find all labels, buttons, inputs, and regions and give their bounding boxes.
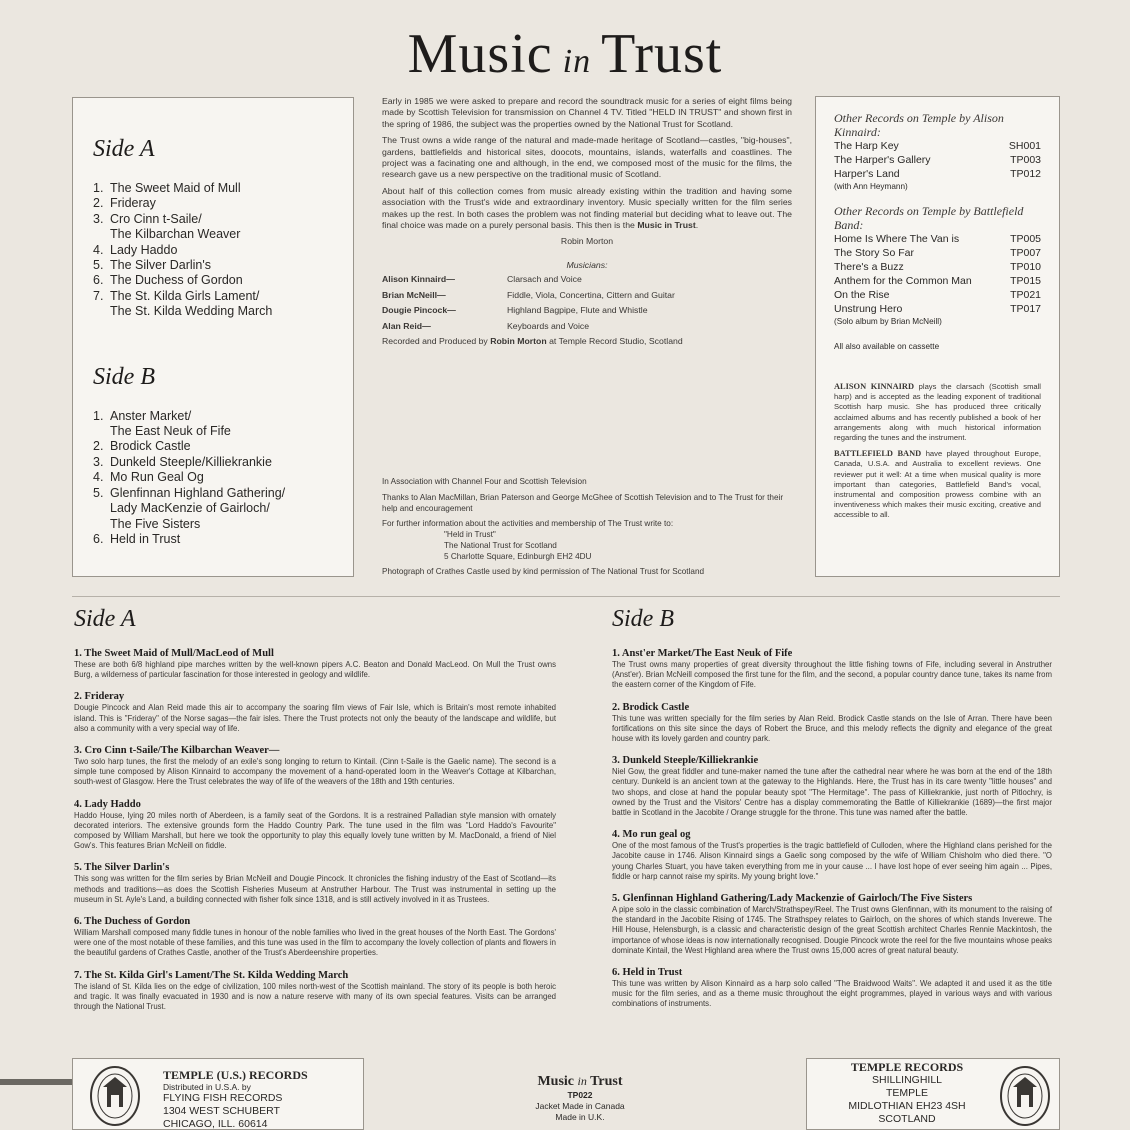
thanks-text: Thanks to Alan MacMillan, Brian Paterson and George McGhee of Scottish Television and to The Trust for their help and encouragement (382, 493, 784, 513)
track-number: 3. (93, 211, 104, 226)
track-item (93, 289, 353, 304)
liner-intro (382, 96, 792, 347)
note-text: This tune was written specially for the film series by Alan Reid. Brodick Castle stands on the Isle of Arran. There have been fortifications on this site since the days of Robert the Bruce, and this melody reflects the dignity and elegance of the great house with its lovely garden and country park. (612, 713, 1052, 744)
temple-records-logo-icon (999, 1065, 1051, 1127)
track-title: Brodick Castle (110, 439, 191, 454)
cassette-note: All also available on cassette (834, 342, 940, 351)
musician-instruments: Clarsach and Voice (507, 274, 582, 285)
note-item (74, 798, 556, 852)
record-row (834, 274, 1041, 288)
footer-uk-label (806, 1058, 1060, 1130)
other-records-kinnaird-list (834, 139, 1041, 181)
other-records-kinnaird-heading: Other Records on Temple by Alison Kinnaird: (834, 111, 1004, 139)
other-records-box (815, 96, 1060, 577)
track-item (93, 196, 353, 211)
address-line: "Held in Trust" (444, 530, 496, 539)
record-note: (Solo album by Brian McNeill) (834, 317, 942, 326)
track-title: Held in Trust (110, 531, 181, 546)
note-item (74, 690, 556, 734)
record-row (834, 139, 1041, 153)
title-word-trust: Trust (601, 23, 723, 85)
intro-paragraph: The Trust owns a wide range of the natural and made-made heritage of Scotland—castles, "big-houses", gardens, battlefields and historical sites, doocots, mountains, islands, waterfalls and coastlines. The project was a facinating one and although, in the end, we composed most of the music for the films, the research gave us a new perspective on the traditional music of Scotland. (382, 135, 792, 180)
track-title: Frideray (110, 196, 156, 211)
address-line: 5 Charlotte Square, Edinburgh EH2 4DU (444, 552, 592, 561)
track-title: The East Neuk of Fife (110, 424, 231, 439)
track-title: Lady Haddo (110, 242, 178, 257)
track-number: 6. (93, 531, 104, 546)
footer-album-title (480, 1074, 680, 1090)
note-item (612, 828, 1052, 882)
bio-text: have played throughout Europe, Canada, U.S.A. and Australia to excellent reviews. One reviewer put it well: At a time when musical quality is more important than categories, Battlefield Band's vocal, instrumental and composition prowess combine with an inventiveness which makes their music exciting, creative and accessible to all. (834, 449, 1041, 520)
record-note: (with Ann Heymann) (834, 182, 908, 191)
footer-catalog (480, 1074, 680, 1123)
jacket-note: Jacket Made in Canada (535, 1101, 625, 1111)
musician-row (382, 274, 792, 285)
record-title: The Story So Far (834, 247, 914, 259)
footer-us-line: Distributed in U.S.A. by (163, 1082, 251, 1092)
track-title: Anster Market/ (110, 408, 192, 423)
record-row (834, 167, 1041, 181)
track-number (93, 304, 110, 319)
record-catalog: SH001 (1008, 140, 1041, 152)
record-catalog: TP012 (1010, 168, 1041, 180)
track-item (93, 501, 353, 516)
note-item (74, 915, 556, 959)
record-row (834, 153, 1041, 167)
section-divider (72, 596, 1060, 597)
musician-row (382, 321, 792, 332)
track-item (93, 409, 353, 424)
photo-credit: Photograph of Crathes Castle used by kind permission of The National Trust for Scotland (382, 567, 705, 576)
record-catalog: TP005 (1010, 233, 1041, 245)
record-row (834, 246, 1041, 260)
track-number (93, 501, 110, 516)
footer-uk-line: SHILLINGHILL (871, 1074, 943, 1086)
track-number: 1. (93, 181, 104, 195)
note-item (612, 892, 1052, 956)
note-item (612, 754, 1052, 818)
note-title: 1. The Sweet Maid of Mull/MacLeod of Mull (74, 648, 274, 659)
catalog-number: TP022 (567, 1090, 593, 1100)
note-text: These are both 6/8 highland pipe marches written by the well-known pipers A.C. Beaton and Donald MacLeod. On Mull the Trust owns Burg, a wilderness of particular fascination for those interested in geology and wildlife. (74, 660, 556, 680)
footer-uk-text (827, 1061, 987, 1126)
record-catalog: TP010 (1010, 261, 1041, 273)
intro-emphasis: Music in Trust (637, 220, 696, 231)
track-title: Glenfinnan Highland Gathering/ (110, 485, 286, 500)
note-text: One of the most famous of the Trust's properties is the tragic battlefield of Culloden, where the Highland clans perished for the Jacobite cause in 1746. Alison Kinnaird sings a Gaelic song composed by the wife of William Chisholm who died there. "O young Charles Stuart, you have taken everything from me in your cause ... I have lost hope of ever seeing him again ... Pipes, fiddle or harp cannot raise my spirits. My young bright love." (612, 841, 1052, 881)
track-number: 7. (93, 288, 104, 303)
track-item (93, 439, 353, 454)
note-text: William Marshall composed many fiddle tunes in honour of the noble families who lived in the great houses of the North East. The Gordons' were one of the most notable of these families, and this tune was used in the film to accompany the lovely collection of plants and flowers in the beautiful gardens of Crathes Castle, another of the Trust's Aberdeenshire properties. (74, 928, 556, 958)
tracklist-box (72, 97, 354, 577)
footer-title-word: in (577, 1074, 587, 1088)
producer-name: Robin Morton (490, 335, 547, 346)
title-word-music: Music (407, 23, 553, 85)
note-text: Haddo House, lying 20 miles north of Aberdeen, is a family seat of the Gordons. It is a restrained Palladian style mansion with ornately decorated interiors. The extensive grounds form the Haddo Country Park. The tune used in the film was "Lord Haddo's Favourite" composed by William Marshall, but here we took the opportunity to play this equally lovely tune written by M. MacDonald, a friend of Niel Gow's. This features Brian McNeill on fiddle. (74, 810, 556, 851)
notes-side-b-heading: Side B (612, 606, 674, 632)
musician-row (382, 290, 792, 301)
track-title: Mo Run Geal Og (110, 470, 204, 485)
record-title: Anthem for the Common Man (834, 275, 972, 287)
note-item (612, 966, 1052, 1010)
edge-mark (0, 1079, 72, 1085)
association-note (382, 476, 792, 487)
album-title (0, 22, 1130, 86)
note-item (74, 647, 556, 680)
footer-uk-line: TEMPLE (885, 1087, 928, 1099)
musician-instruments: Fiddle, Viola, Concertina, Cittern and Guitar (507, 289, 675, 300)
record-catalog: TP015 (1010, 275, 1041, 287)
track-number (93, 517, 110, 532)
footer-us-label (72, 1058, 364, 1130)
record-catalog: TP017 (1010, 303, 1041, 315)
note-title: 3. Cro Cinn t-Saile/The Kilbarchan Weaver— (74, 745, 280, 757)
intro-paragraph: About half of this collection comes from music already existing within the tradition and having some association with the Trust's wide and extraordinary inventory. Music specially written for the film series makes up the rest. In both cases the problem was not finding material but deciding what to leave out. The final choice was made on a purely personal basis. This then is the Music in Trust. (382, 185, 792, 231)
record-catalog: TP003 (1010, 154, 1041, 166)
musician-name: Alison Kinnaird— (382, 274, 455, 285)
bio-battlefield (834, 449, 1041, 520)
record-row (834, 260, 1041, 274)
record-title: There's a Buzz (834, 261, 904, 273)
record-title: Harper's Land (834, 168, 900, 180)
footer-title-word: Music (537, 1074, 575, 1089)
track-title: The St. Kilda Wedding March (110, 304, 273, 319)
musician-name: Dougie Pincock— (382, 305, 456, 316)
track-title: The Duchess of Gordon (110, 273, 243, 288)
record-title: Unstrung Hero (834, 303, 903, 315)
track-number: 3. (93, 454, 104, 469)
footer-uk-line: MIDLOTHIAN EH23 4SH (848, 1100, 966, 1112)
note-item (612, 647, 1052, 691)
track-item (93, 532, 353, 547)
track-number: 4. (93, 470, 104, 485)
bio-name: BATTLEFIELD BAND (834, 449, 922, 459)
note-text: This song was written for the film series by Brian McNeill and Dougie Pincock. It chronicles the fishing industry of the East of Scotland—its methods and traditions—as does the Scottish Fisheries Museum at Anstruther Harbour. The Trust was instrumental in setting up the museum in St. Ayle's Land, a building connected with fisher folk since 1318, and is still actively involved in it as Trustees. (74, 874, 556, 904)
note-text: This tune was written by Alison Kinnaird as a harp solo called "The Braidwood Waits". We adapted it and used it as the title music for the film series, and as a theme music throughout the eight programmes, played in various ways and with various combinations of instruments. (612, 979, 1052, 1009)
signature: Robin Morton (560, 236, 614, 247)
musicians-heading: Musicians: (566, 259, 608, 270)
further-info-text: For further information about the activities and membership of The Trust write to: (382, 519, 674, 528)
track-title: The Kilbarchan Weaver (110, 227, 241, 242)
musician-instruments: Highland Bagpipe, Flute and Whistle (507, 305, 648, 316)
note-title: 6. Held in Trust (612, 967, 683, 979)
credit-text: at Temple Record Studio, Scotland (549, 335, 683, 346)
track-item (93, 470, 353, 485)
track-item (93, 424, 353, 439)
made-in-note: Made in U.K. (555, 1112, 605, 1122)
track-item (93, 455, 353, 470)
track-item (93, 181, 353, 196)
note-title: 5. The Silver Darlin's (74, 862, 170, 874)
notes-side-a-items (74, 647, 556, 1012)
footer-uk-line: SCOTLAND (878, 1113, 936, 1125)
intro-text: About half of this collection comes from music already existing within the tradition and having some association with the Trust's wide and extraordinary inventory. Music specially written for the film series makes up the rest. In both cases the problem was not finding material but deciding what to leave out. The final choice was made on a purely personal basis. This then is the (382, 185, 792, 231)
tracklist-side-a (93, 181, 353, 320)
notes-side-b-items (612, 647, 1052, 1010)
recording-credit (382, 336, 792, 347)
track-number: 2. (93, 439, 104, 454)
association-text: In Association with Channel Four and Scottish Television (382, 477, 587, 486)
notes-side-b (612, 606, 1052, 1020)
track-title: Dunkeld Steeple/Killiekrankie (110, 454, 272, 469)
track-number (93, 424, 110, 439)
track-number: 6. (93, 273, 104, 288)
track-number: 5. (93, 485, 104, 500)
footer-us-text (163, 1069, 308, 1130)
musician-row (382, 305, 792, 316)
record-title: Home Is Where The Van is (834, 233, 960, 245)
notes-side-a-heading: Side A (74, 606, 136, 632)
track-title: The Silver Darlin's (110, 258, 212, 273)
note-item (74, 744, 556, 788)
note-text: A pipe solo in the classic combination of March/Strathspey/Reel. The Trust owns Glenfinnan, with its monument to the raising of the standard in the Jacobite Rising of 1745. The Strathspey relates to Gairloch, on the shores of which stands Inverewe. The Hill House, Helensburgh, is a classic and characteristic design of the great Scottish architect Charles Rennie Mackintosh, the importance of whose ideas is now internationally recognised. Dougie Pincock wrote the reel for the five mountains whose peaks dominate Kintail, the West Highland area where the Trust owns 15,000 acres of great natural beauty. (612, 905, 1052, 955)
footer-us-line: 1304 WEST SCHUBERT (163, 1105, 280, 1117)
track-item (93, 212, 353, 227)
intro-paragraph: Early in 1985 we were asked to prepare and record the soundtrack music for a series of eight films being made by Scottish Television for transmission on Channel 4 TV. Titled "HELD IN TRUST" and shown first in the spring of 1986, the subject was the properties owned by the National Trust for Scotland. (382, 96, 792, 129)
track-item (93, 258, 353, 273)
footer-us-name: TEMPLE (U.S.) RECORDS (163, 1068, 308, 1082)
record-row (834, 288, 1041, 302)
track-number: 1. (93, 408, 104, 423)
track-title: The St. Kilda Girls Lament/ (110, 288, 260, 303)
credit-text: Recorded and Produced by (382, 335, 488, 346)
note-title: 4. Lady Haddo (74, 798, 141, 810)
note-item (612, 701, 1052, 745)
note-title: 6. The Duchess of Gordon (74, 916, 191, 928)
other-records-battlefield-list (834, 232, 1041, 316)
record-row (834, 302, 1041, 316)
track-number (93, 227, 110, 242)
note-title: 2. Brodick Castle (612, 701, 690, 713)
track-item (93, 517, 353, 532)
track-item (93, 227, 353, 242)
track-item (93, 243, 353, 258)
other-records-battlefield-heading: Other Records on Temple by Battlefield Band: (834, 204, 1024, 232)
note-text: The island of St. Kilda lies on the edge of civilization, 100 miles north-west of the Scottish mainland. The story of its people is both heroic and tragic. It was finally evacuated in 1930 and is now a nature reserve with many of its own special features. Visits can be arranged through the National Trust. (74, 981, 556, 1012)
temple-records-logo-icon (89, 1065, 141, 1127)
thanks-note (382, 492, 792, 577)
musicians-list (382, 274, 792, 332)
tracklist-side-a-heading: Side A (93, 136, 155, 162)
note-title: 4. Mo run geal og (612, 829, 691, 841)
note-title: 7. The St. Kilda Girl's Lament/The St. Kilda Wedding March (74, 969, 349, 981)
bio-text: plays the clarsach (Scottish small harp) and is accepted as the leading exponent of traditional Scottish harp music. She has produced three critically acclaimed albums and has recently published a book of her arrangements along with much historical information regarding the tunes and the instrument. (834, 382, 1041, 443)
track-title: Lady MacKenzie of Gairloch/ (110, 501, 270, 516)
record-catalog: TP021 (1010, 289, 1041, 301)
note-title: 5. Glenfinnan Highland Gathering/Lady Mackenzie of Gairloch/The Five Sisters (612, 893, 973, 905)
record-title: The Harper's Gallery (834, 154, 931, 166)
track-number: 5. (93, 258, 104, 273)
record-title: The Harp Key (834, 140, 899, 152)
footer-us-line: FLYING FISH RECORDS (163, 1092, 283, 1104)
note-text: Dougie Pincock and Alan Reid made this air to accompany the soaring film views of Fair Isle, which is Britain's most remote inhabited island. This is "Frideray" of the Norse sagas—the fair isles. There the Trust protects not only the beauty of the landscape and wildlife, but also a community with a very special way of life. (74, 703, 556, 733)
note-text: The Trust owns many properties of great diversity throughout the little fishing towns of Fife, including several in Anstruther (Anst'er). Brian McNeill composed the first tune for the film, and the second, a popular country dance tune, takes its name from the eastern corner of the Kingdom of Fife. (612, 660, 1052, 690)
record-catalog: TP007 (1010, 247, 1041, 259)
record-title: On the Rise (834, 289, 890, 301)
footer-title-word: Trust (590, 1074, 623, 1089)
footer-us-line: CHICAGO, ILL. 60614 (163, 1118, 268, 1130)
track-item (93, 273, 353, 288)
track-number: 2. (93, 196, 104, 211)
musician-name: Alan Reid— (382, 320, 431, 331)
note-title: 1. Anst'er Market/The East Neuk of Fife (612, 648, 793, 659)
tracklist-side-b-heading: Side B (93, 363, 155, 390)
musician-name: Brian McNeill— (382, 289, 446, 300)
track-item (93, 486, 353, 501)
track-item (93, 304, 353, 319)
note-text: Two solo harp tunes, the first the melody of an exile's song longing to return to Kintail. (Cinn t-Saile is the Gaelic name). The second is a simple tune composed by Alison Kinnaird to accompany the movement of a hand-operated loom in the Weaver's Cottage at Kilbarchan, south-west of Glasgow. Here the Trust celebrates the way of life of the weavers of the 18th and 19th centuries. (74, 757, 556, 787)
note-item (74, 969, 556, 1013)
bio-kinnaird (834, 382, 1041, 443)
note-title: 3. Dunkeld Steeple/Killiekrankie (612, 755, 759, 767)
bio-name: ALISON KINNAIRD (834, 382, 915, 391)
address-line: The National Trust for Scotland (444, 541, 557, 550)
track-title: Cro Cinn t-Saile/ (110, 211, 202, 226)
title-word-in: in (562, 43, 592, 80)
musician-instruments: Keyboards and Voice (507, 320, 590, 331)
track-number: 4. (93, 242, 104, 257)
record-row (834, 232, 1041, 246)
tracklist-side-b (93, 409, 353, 548)
track-title: The Sweet Maid of Mull (110, 181, 241, 195)
track-title: The Five Sisters (110, 516, 201, 531)
note-title: 2. Frideray (74, 691, 125, 703)
note-item (74, 861, 556, 905)
notes-side-a (74, 606, 556, 1022)
footer-uk-name: TEMPLE RECORDS (850, 1060, 964, 1074)
note-text: Niel Gow, the great fiddler and tune-maker named the tune after the cathedral near where he was born at the end of the 18th century. Dunkeld is an ancient town at the gateway to the Highlands. Here, the Trust has in its care twenty "little houses" and two shops, and close at hand the popular beauty spot "The Hermitage". The pass of Killiekrankie, just north of Pitlochry, is owned by the Trust and the Visitors' Centre has a display commemorating the Battle of Killiekrankie (1689)—the first major battle in Scotland in the Jacobite / Orange struggle for the throne. This tune was named after the battle. (612, 767, 1052, 818)
